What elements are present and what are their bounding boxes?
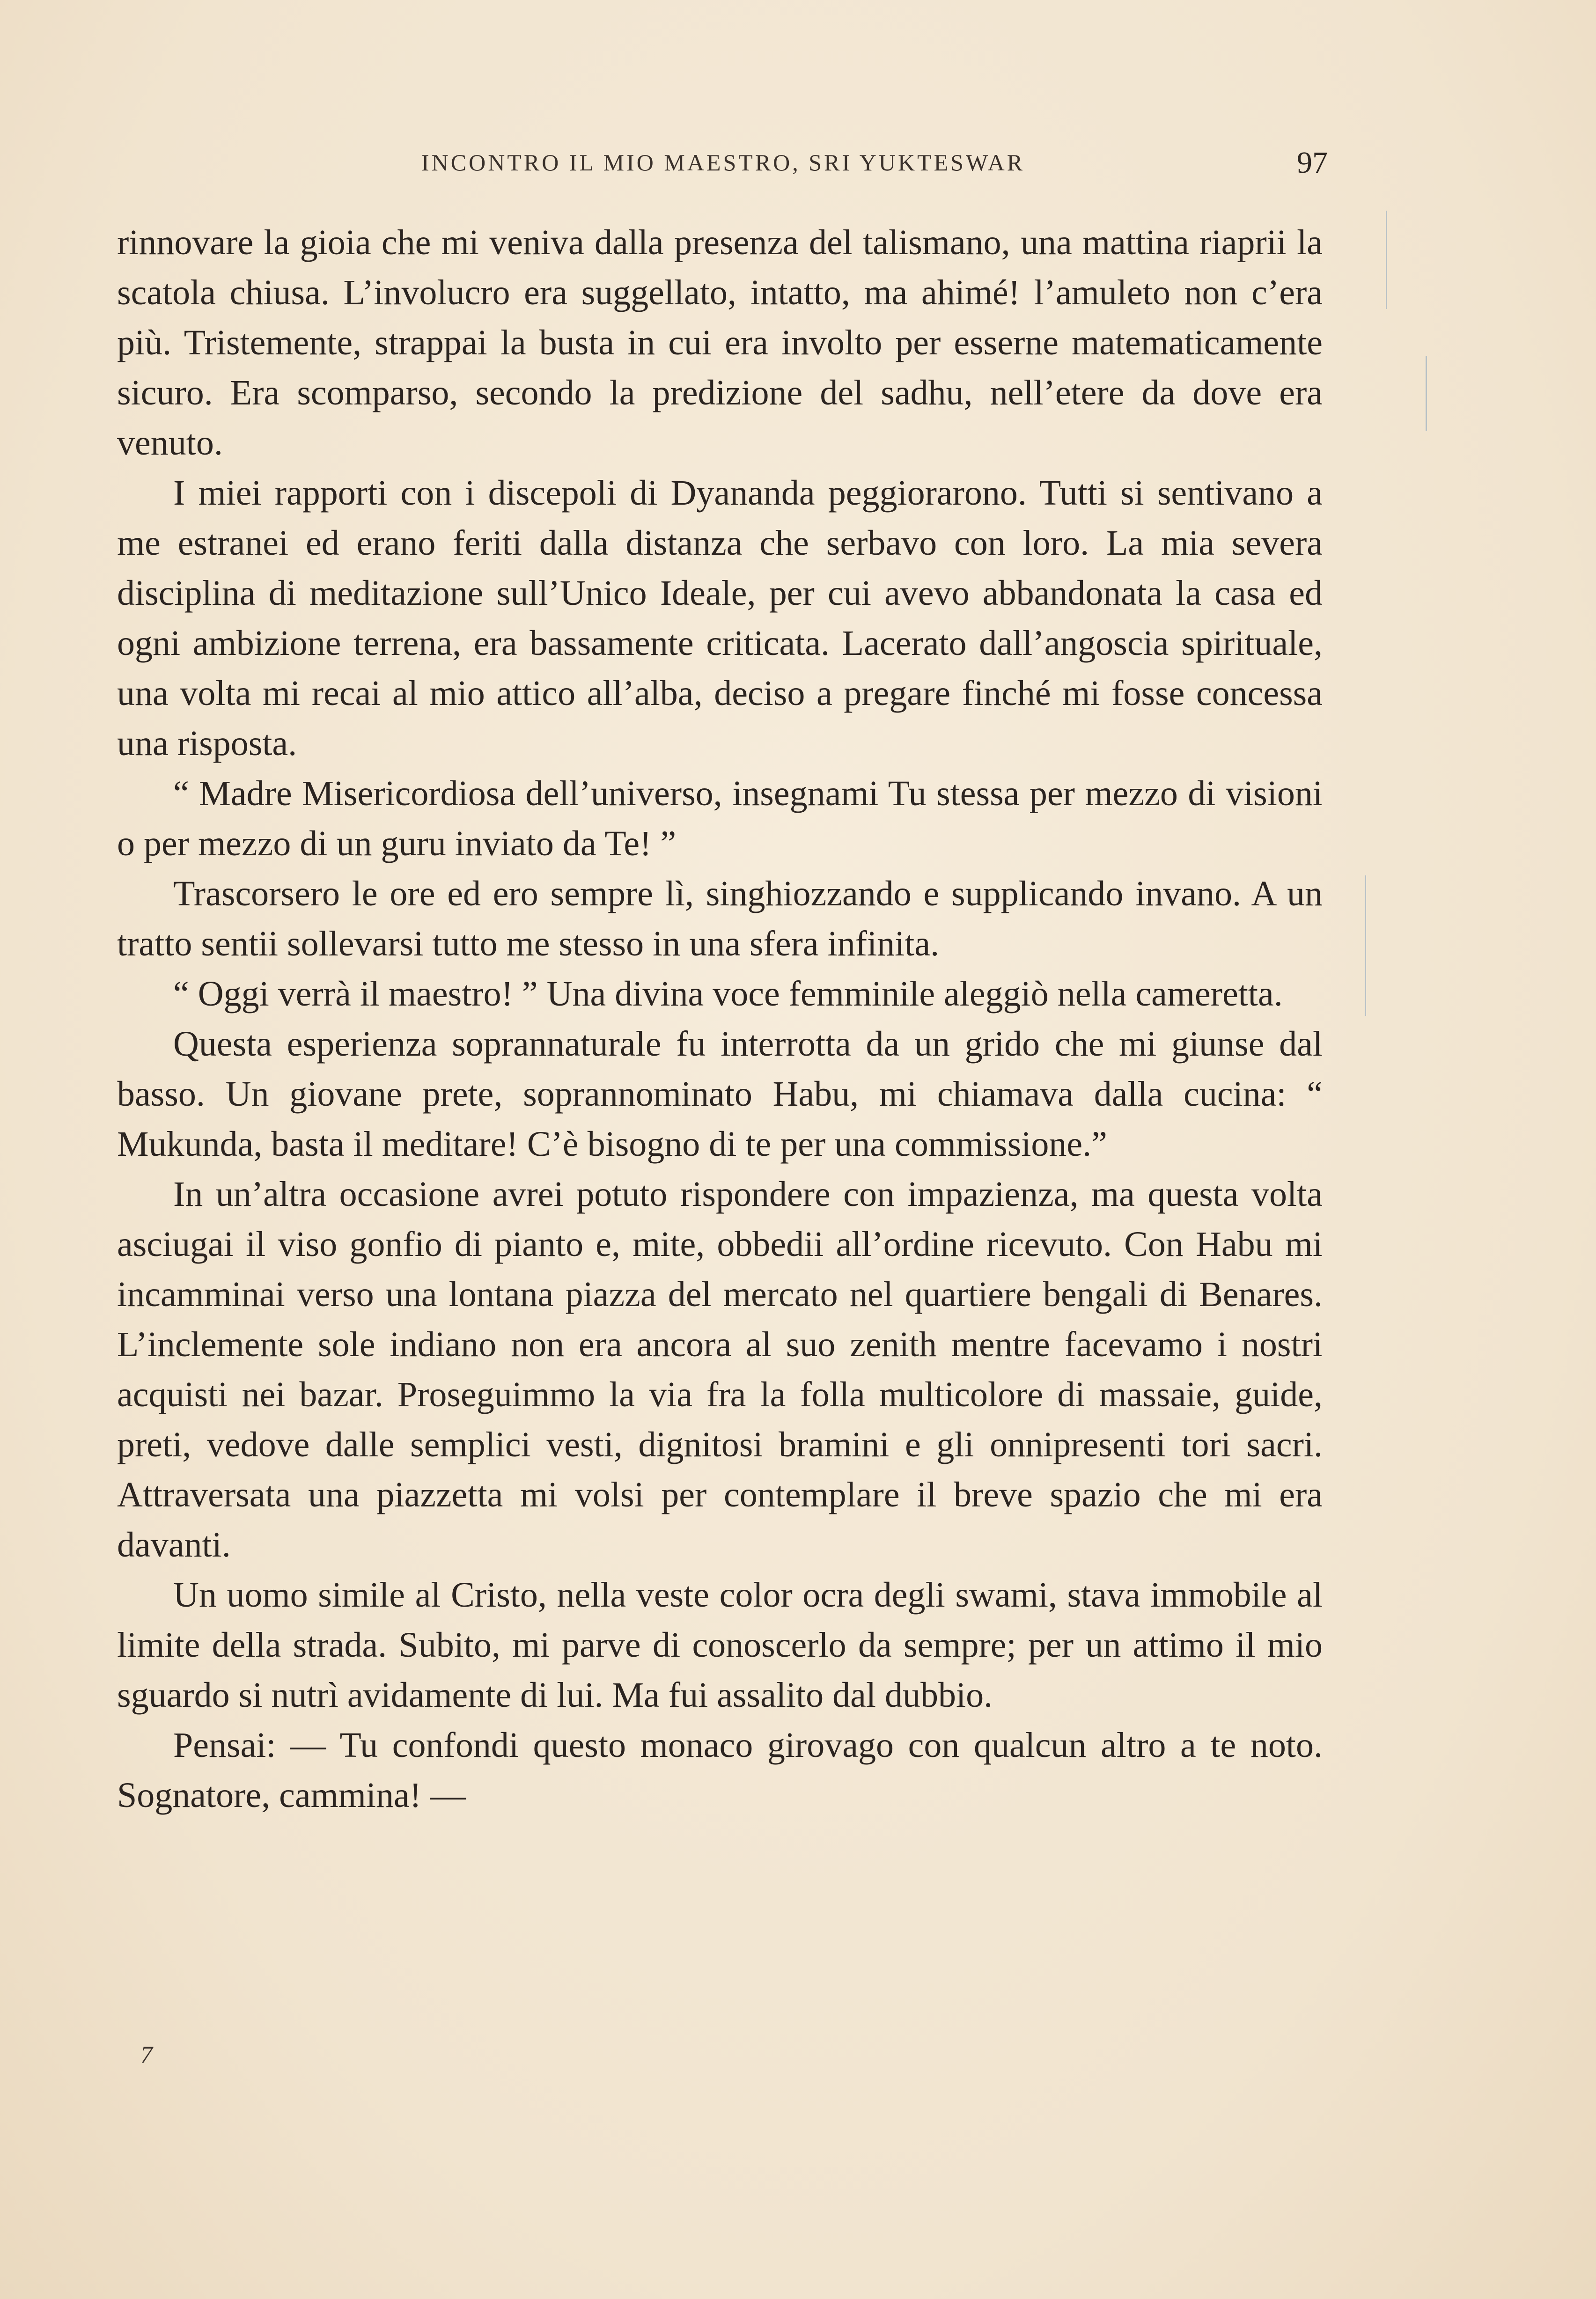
signature-mark: 7 (140, 2042, 153, 2068)
paragraph: Pensai: — Tu confondi questo monaco girovago con qualcun altro a te noto. Sognatore, cammina! — (117, 1726, 1323, 1815)
paragraph: I miei rapporti con i discepoli di Dyananda peggiorarono. Tutti si sentivano a me estranei ed erano feriti dalla distanza che serbavo con loro. La mia severa disciplina di meditazione sull’Unico Ideale, per cui avevo abbandonata la casa ed ogni ambizione terrena, era bassamente criticata. Lacerato dall’angoscia spirituale, una volta mi recai al mio attico all’alba, deciso a pregare finché mi fosse concessa una risposta. (117, 473, 1323, 763)
paragraph: rinnovare la gioia che mi veniva dalla presenza del talismano, una mattina riaprii la scatola chiusa. L’involucro era suggellato, intatto, ma ahimé! l’amuleto non c’era più. Tristemente, strappai la busta in cui era involto per esserne matematicamente sicuro. Era scomparso, secondo la predizione del sadhu, nell’etere da dove era venuto. (117, 223, 1323, 463)
paragraph: Questa esperienza soprannaturale fu interrotta da un grido che mi giunse dal basso. Un giovane prete, soprannominato Habu, mi chiamava dalla cucina: “ Mukunda, basta il meditare! C’è bisogno di te per una commissione.” (117, 1024, 1323, 1164)
paragraph: In un’altra occasione avrei potuto rispondere con impazienza, ma questa volta asciugai il viso gonfio di pianto e, mite, obbedii all’ordine ricevuto. Con Habu mi incamminai verso una lontana piazza del mercato nel quartiere bengali di Benares. L’inclemente sole indiano non era ancora al suo zenith mentre facevamo i nostri acquisti nei bazar. Proseguimmo la via fra la folla multicolore di massaie, guide, preti, vedove dalle semplici vesti, dignitosi bramini e gli onnipresenti tori sacri. Attraversata una piazzetta mi volsi per contemplare il breve spazio che mi era davanti. (117, 1175, 1323, 1564)
body-text (117, 218, 1323, 1821)
paragraph: Un uomo simile al Cristo, nella veste color ocra degli swami, stava immobile al limite della strada. Subito, mi parve di conoscerlo da sempre; per un attimo il mio sguardo si nutrì avidamente di lui. Ma fui assalito dal dubbio. (117, 1575, 1323, 1715)
paragraph: “ Madre Misericordiosa dell’universo, insegnami Tu stessa per mezzo di visioni o per mezzo di un guru inviato da Te! ” (117, 774, 1323, 863)
margin-pencil-mark (1426, 356, 1427, 431)
paragraph: Trascorsero le ore ed ero sempre lì, singhiozzando e supplicando invano. A un tratto sentii sollevarsi tutto me stesso in una sfera infinita. (117, 874, 1323, 963)
paragraph: “ Oggi verrà il maestro! ” Una divina voce femminile aleggiò nella cameretta. (173, 974, 1283, 1014)
page-number: 97 (1297, 146, 1328, 180)
running-head: INCONTRO IL MIO MAESTRO, SRI YUKTESWAR (421, 149, 1025, 176)
margin-pencil-mark (1365, 875, 1366, 1016)
margin-pencil-mark (1386, 211, 1387, 309)
